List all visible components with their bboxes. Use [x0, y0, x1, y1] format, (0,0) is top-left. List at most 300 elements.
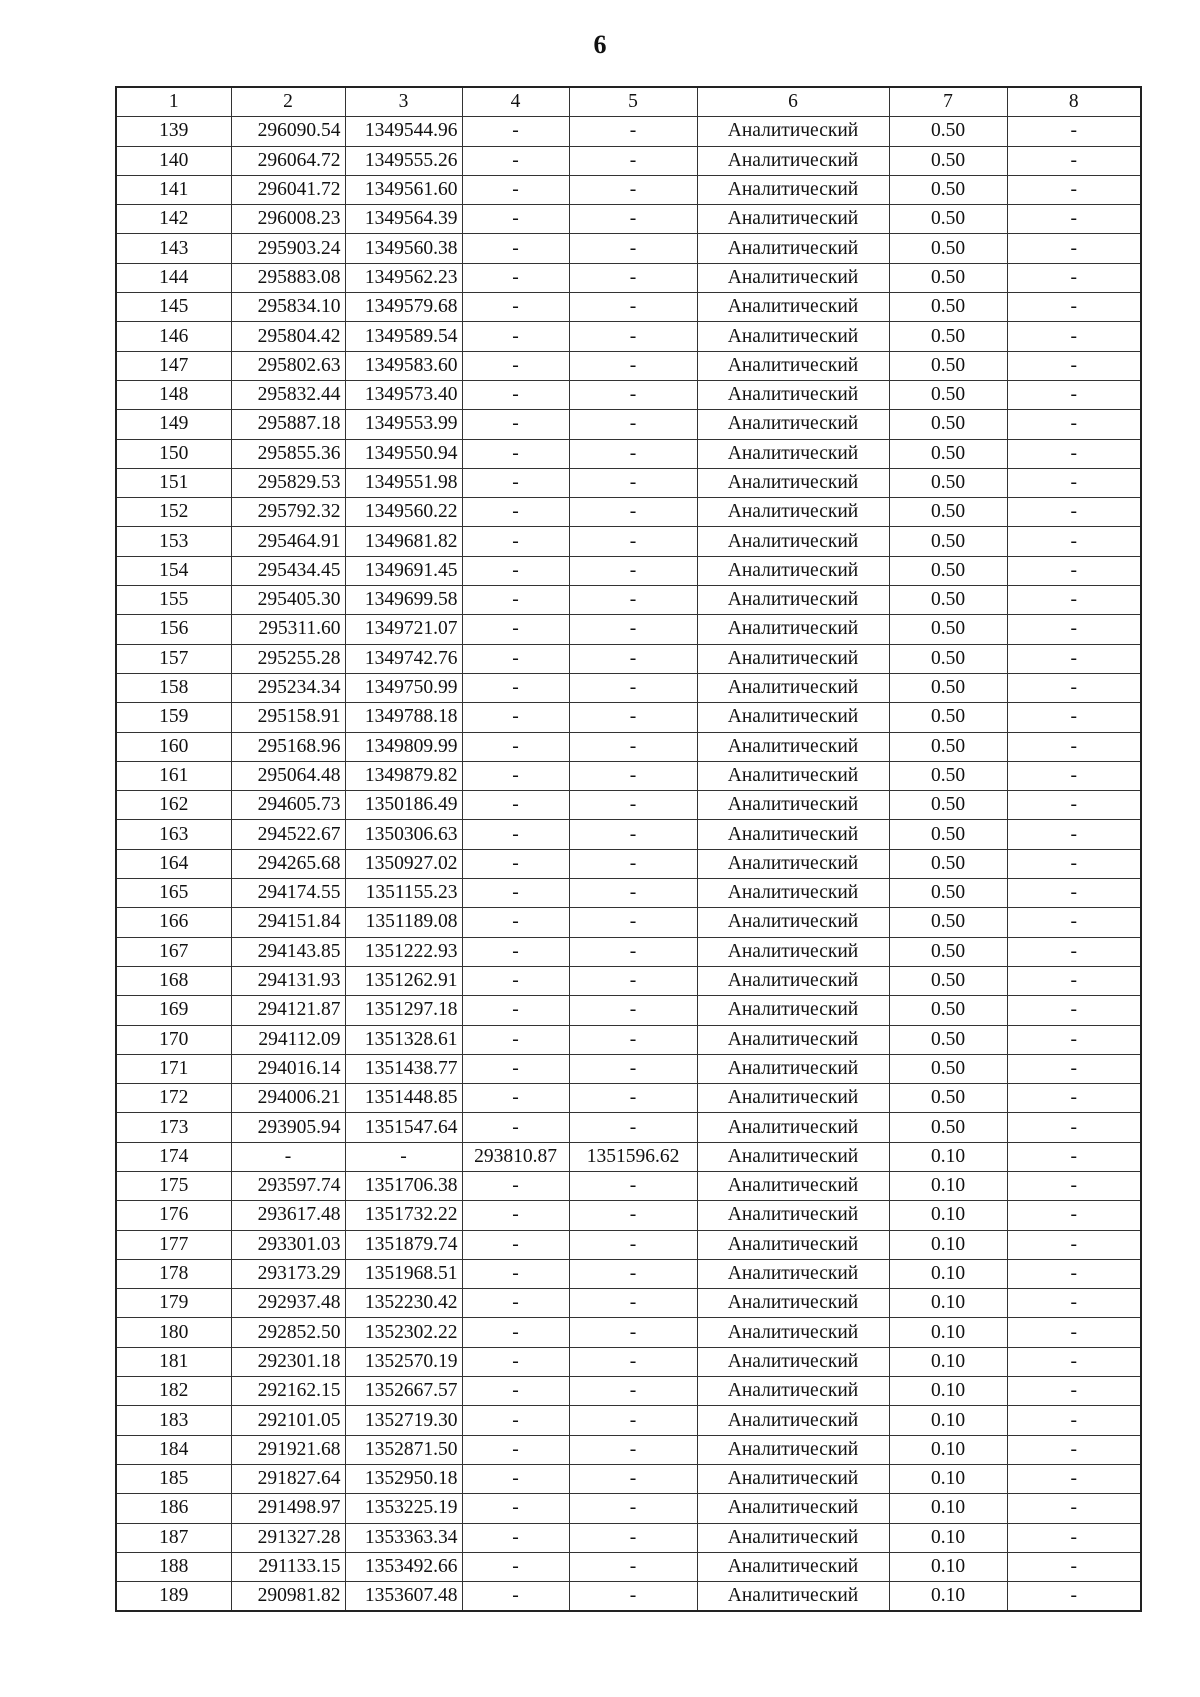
method-cell: Аналитический — [697, 644, 889, 673]
x-coordinate-cell: 294265.68 — [231, 849, 345, 878]
accuracy-cell: 0.10 — [889, 1230, 1007, 1259]
point-number-cell: 163 — [116, 820, 231, 849]
x-coordinate-alt-cell: - — [462, 732, 569, 761]
method-cell: Аналитический — [697, 849, 889, 878]
note-cell: - — [1007, 1318, 1141, 1347]
table-row — [116, 556, 1141, 585]
x-coordinate-alt-cell: - — [462, 937, 569, 966]
y-coordinate-cell: 1352230.42 — [345, 1289, 462, 1318]
method-cell: Аналитический — [697, 1025, 889, 1054]
method-cell: Аналитический — [697, 1552, 889, 1581]
x-coordinate-alt-cell: - — [462, 234, 569, 263]
note-cell: - — [1007, 410, 1141, 439]
x-coordinate-alt-cell: - — [462, 820, 569, 849]
y-coordinate-cell: 1349681.82 — [345, 527, 462, 556]
point-number-cell: 179 — [116, 1289, 231, 1318]
accuracy-cell: 0.50 — [889, 234, 1007, 263]
x-coordinate-alt-cell: - — [462, 1054, 569, 1083]
x-coordinate-alt-cell: - — [462, 615, 569, 644]
table-row — [116, 1435, 1141, 1464]
note-cell: - — [1007, 996, 1141, 1025]
accuracy-cell: 0.10 — [889, 1435, 1007, 1464]
table-row — [116, 234, 1141, 263]
table-row — [116, 615, 1141, 644]
x-coordinate-alt-cell: - — [462, 1347, 569, 1376]
x-coordinate-cell: 295234.34 — [231, 673, 345, 702]
point-number-cell: 156 — [116, 615, 231, 644]
y-coordinate-cell: 1351438.77 — [345, 1054, 462, 1083]
point-number-cell: 174 — [116, 1142, 231, 1171]
method-cell: Аналитический — [697, 117, 889, 146]
y-coordinate-alt-cell: - — [569, 439, 697, 468]
y-coordinate-alt-cell: - — [569, 527, 697, 556]
table-row — [116, 351, 1141, 380]
table-row — [116, 146, 1141, 175]
method-cell: Аналитический — [697, 263, 889, 292]
point-number-cell: 154 — [116, 556, 231, 585]
point-number-cell: 189 — [116, 1582, 231, 1612]
accuracy-cell: 0.10 — [889, 1259, 1007, 1288]
y-coordinate-cell: 1352871.50 — [345, 1435, 462, 1464]
x-coordinate-cell: 292852.50 — [231, 1318, 345, 1347]
y-coordinate-cell: 1349809.99 — [345, 732, 462, 761]
x-coordinate-alt-cell: - — [462, 1377, 569, 1406]
accuracy-cell: 0.50 — [889, 820, 1007, 849]
accuracy-cell: 0.50 — [889, 908, 1007, 937]
method-cell: Аналитический — [697, 1171, 889, 1200]
note-cell: - — [1007, 1171, 1141, 1200]
y-coordinate-cell: 1351297.18 — [345, 996, 462, 1025]
accuracy-cell: 0.50 — [889, 410, 1007, 439]
point-number-cell: 180 — [116, 1318, 231, 1347]
point-number-cell: 178 — [116, 1259, 231, 1288]
accuracy-cell: 0.50 — [889, 351, 1007, 380]
table-row — [116, 820, 1141, 849]
table-row — [116, 849, 1141, 878]
method-cell: Аналитический — [697, 1523, 889, 1552]
table-row — [116, 673, 1141, 702]
x-coordinate-alt-cell: - — [462, 879, 569, 908]
point-number-cell: 175 — [116, 1171, 231, 1200]
x-coordinate-cell: 295255.28 — [231, 644, 345, 673]
x-coordinate-alt-cell: - — [462, 410, 569, 439]
y-coordinate-alt-cell: - — [569, 820, 697, 849]
x-coordinate-cell: 293301.03 — [231, 1230, 345, 1259]
method-cell: Аналитический — [697, 1201, 889, 1230]
y-coordinate-alt-cell: - — [569, 1054, 697, 1083]
table-row — [116, 1377, 1141, 1406]
coordinates-table-container — [115, 86, 1140, 1612]
accuracy-cell: 0.50 — [889, 556, 1007, 585]
method-cell: Аналитический — [697, 996, 889, 1025]
table-row — [116, 439, 1141, 468]
table-row — [116, 908, 1141, 937]
y-coordinate-alt-cell: - — [569, 234, 697, 263]
note-cell: - — [1007, 351, 1141, 380]
table-row — [116, 1113, 1141, 1142]
method-cell: Аналитический — [697, 498, 889, 527]
x-coordinate-cell: 292937.48 — [231, 1289, 345, 1318]
accuracy-cell: 0.50 — [889, 996, 1007, 1025]
table-row — [116, 703, 1141, 732]
column-header: 7 — [889, 87, 1007, 117]
y-coordinate-cell: 1349788.18 — [345, 703, 462, 732]
y-coordinate-alt-cell: 1351596.62 — [569, 1142, 697, 1171]
x-coordinate-cell: 295802.63 — [231, 351, 345, 380]
x-coordinate-alt-cell: - — [462, 1318, 569, 1347]
table-row — [116, 322, 1141, 351]
y-coordinate-alt-cell: - — [569, 1582, 697, 1612]
point-number-cell: 159 — [116, 703, 231, 732]
y-coordinate-cell: 1349562.23 — [345, 263, 462, 292]
x-coordinate-alt-cell: - — [462, 966, 569, 995]
accuracy-cell: 0.10 — [889, 1289, 1007, 1318]
y-coordinate-cell: 1349560.38 — [345, 234, 462, 263]
y-coordinate-alt-cell: - — [569, 556, 697, 585]
x-coordinate-cell: 295832.44 — [231, 380, 345, 409]
table-row — [116, 468, 1141, 497]
point-number-cell: 141 — [116, 175, 231, 204]
note-cell: - — [1007, 1582, 1141, 1612]
method-cell: Аналитический — [697, 879, 889, 908]
y-coordinate-alt-cell: - — [569, 410, 697, 439]
note-cell: - — [1007, 1230, 1141, 1259]
y-coordinate-cell: 1352719.30 — [345, 1406, 462, 1435]
x-coordinate-cell: 292162.15 — [231, 1377, 345, 1406]
column-header: 2 — [231, 87, 345, 117]
y-coordinate-alt-cell: - — [569, 1201, 697, 1230]
table-row — [116, 263, 1141, 292]
y-coordinate-alt-cell: - — [569, 380, 697, 409]
y-coordinate-alt-cell: - — [569, 1435, 697, 1464]
y-coordinate-alt-cell: - — [569, 879, 697, 908]
y-coordinate-alt-cell: - — [569, 468, 697, 497]
x-coordinate-cell: 294112.09 — [231, 1025, 345, 1054]
x-coordinate-cell: 293173.29 — [231, 1259, 345, 1288]
table-row — [116, 117, 1141, 146]
x-coordinate-alt-cell: - — [462, 1494, 569, 1523]
point-number-cell: 173 — [116, 1113, 231, 1142]
accuracy-cell: 0.50 — [889, 175, 1007, 204]
method-cell: Аналитический — [697, 175, 889, 204]
y-coordinate-alt-cell: - — [569, 1552, 697, 1581]
point-number-cell: 171 — [116, 1054, 231, 1083]
x-coordinate-cell: 294016.14 — [231, 1054, 345, 1083]
y-coordinate-cell: 1349879.82 — [345, 761, 462, 790]
method-cell: Аналитический — [697, 673, 889, 702]
table-row — [116, 1582, 1141, 1612]
y-coordinate-alt-cell: - — [569, 1377, 697, 1406]
note-cell: - — [1007, 1289, 1141, 1318]
accuracy-cell: 0.50 — [889, 615, 1007, 644]
y-coordinate-cell: 1349573.40 — [345, 380, 462, 409]
x-coordinate-alt-cell: - — [462, 322, 569, 351]
y-coordinate-cell: 1352950.18 — [345, 1464, 462, 1493]
method-cell: Аналитический — [697, 293, 889, 322]
y-coordinate-cell: 1349555.26 — [345, 146, 462, 175]
point-number-cell: 168 — [116, 966, 231, 995]
method-cell: Аналитический — [697, 205, 889, 234]
method-cell: Аналитический — [697, 1084, 889, 1113]
y-coordinate-alt-cell: - — [569, 644, 697, 673]
table-row — [116, 205, 1141, 234]
y-coordinate-cell: 1351547.64 — [345, 1113, 462, 1142]
table-row — [116, 410, 1141, 439]
y-coordinate-cell: 1349699.58 — [345, 586, 462, 615]
y-coordinate-cell: 1349560.22 — [345, 498, 462, 527]
y-coordinate-cell: 1349564.39 — [345, 205, 462, 234]
y-coordinate-alt-cell: - — [569, 351, 697, 380]
y-coordinate-alt-cell: - — [569, 1025, 697, 1054]
page-number: 6 — [593, 30, 607, 59]
note-cell: - — [1007, 644, 1141, 673]
y-coordinate-cell: 1352302.22 — [345, 1318, 462, 1347]
y-coordinate-alt-cell: - — [569, 1171, 697, 1200]
table-row — [116, 175, 1141, 204]
x-coordinate-cell: 293905.94 — [231, 1113, 345, 1142]
y-coordinate-alt-cell: - — [569, 1084, 697, 1113]
accuracy-cell: 0.50 — [889, 703, 1007, 732]
y-coordinate-cell: 1349750.99 — [345, 673, 462, 702]
y-coordinate-cell: 1351879.74 — [345, 1230, 462, 1259]
y-coordinate-alt-cell: - — [569, 117, 697, 146]
y-coordinate-alt-cell: - — [569, 1347, 697, 1376]
note-cell: - — [1007, 908, 1141, 937]
y-coordinate-alt-cell: - — [569, 205, 697, 234]
table-row — [116, 1230, 1141, 1259]
y-coordinate-alt-cell: - — [569, 791, 697, 820]
y-coordinate-cell: 1349579.68 — [345, 293, 462, 322]
note-cell: - — [1007, 146, 1141, 175]
point-number-cell: 142 — [116, 205, 231, 234]
accuracy-cell: 0.10 — [889, 1582, 1007, 1612]
x-coordinate-alt-cell: - — [462, 908, 569, 937]
table-header-row — [116, 87, 1141, 117]
x-coordinate-cell: 295855.36 — [231, 439, 345, 468]
y-coordinate-alt-cell: - — [569, 1259, 697, 1288]
point-number-cell: 170 — [116, 1025, 231, 1054]
column-header: 8 — [1007, 87, 1141, 117]
x-coordinate-alt-cell: - — [462, 468, 569, 497]
point-number-cell: 188 — [116, 1552, 231, 1581]
point-number-cell: 167 — [116, 937, 231, 966]
note-cell: - — [1007, 673, 1141, 702]
table-row — [116, 1464, 1141, 1493]
x-coordinate-cell: 290981.82 — [231, 1582, 345, 1612]
method-cell: Аналитический — [697, 468, 889, 497]
accuracy-cell: 0.50 — [889, 146, 1007, 175]
x-coordinate-cell: - — [231, 1142, 345, 1171]
method-cell: Аналитический — [697, 527, 889, 556]
y-coordinate-cell: 1351262.91 — [345, 966, 462, 995]
accuracy-cell: 0.50 — [889, 1084, 1007, 1113]
table-row — [116, 937, 1141, 966]
note-cell: - — [1007, 1259, 1141, 1288]
x-coordinate-cell: 295168.96 — [231, 732, 345, 761]
method-cell: Аналитический — [697, 439, 889, 468]
method-cell: Аналитический — [697, 1494, 889, 1523]
accuracy-cell: 0.10 — [889, 1377, 1007, 1406]
accuracy-cell: 0.50 — [889, 1025, 1007, 1054]
x-coordinate-alt-cell: - — [462, 1171, 569, 1200]
x-coordinate-alt-cell: - — [462, 175, 569, 204]
table-row — [116, 1259, 1141, 1288]
point-number-cell: 166 — [116, 908, 231, 937]
point-number-cell: 155 — [116, 586, 231, 615]
table-row — [116, 966, 1141, 995]
accuracy-cell: 0.10 — [889, 1406, 1007, 1435]
accuracy-cell: 0.10 — [889, 1494, 1007, 1523]
point-number-cell: 139 — [116, 117, 231, 146]
x-coordinate-alt-cell: - — [462, 263, 569, 292]
y-coordinate-cell: 1349583.60 — [345, 351, 462, 380]
method-cell: Аналитический — [697, 1142, 889, 1171]
y-coordinate-cell: 1352667.57 — [345, 1377, 462, 1406]
x-coordinate-alt-cell: - — [462, 293, 569, 322]
method-cell: Аналитический — [697, 410, 889, 439]
y-coordinate-alt-cell: - — [569, 1523, 697, 1552]
x-coordinate-alt-cell: - — [462, 996, 569, 1025]
note-cell: - — [1007, 1377, 1141, 1406]
x-coordinate-alt-cell: - — [462, 527, 569, 556]
y-coordinate-cell: 1350306.63 — [345, 820, 462, 849]
y-coordinate-alt-cell: - — [569, 175, 697, 204]
table-row — [116, 1054, 1141, 1083]
x-coordinate-alt-cell: - — [462, 1582, 569, 1612]
y-coordinate-alt-cell: - — [569, 732, 697, 761]
point-number-cell: 172 — [116, 1084, 231, 1113]
accuracy-cell: 0.10 — [889, 1347, 1007, 1376]
method-cell: Аналитический — [697, 1582, 889, 1612]
point-number-cell: 183 — [116, 1406, 231, 1435]
accuracy-cell: 0.10 — [889, 1523, 1007, 1552]
x-coordinate-alt-cell: - — [462, 1289, 569, 1318]
table-row — [116, 1523, 1141, 1552]
point-number-cell: 162 — [116, 791, 231, 820]
point-number-cell: 151 — [116, 468, 231, 497]
y-coordinate-alt-cell: - — [569, 761, 697, 790]
x-coordinate-alt-cell: - — [462, 1084, 569, 1113]
x-coordinate-alt-cell: - — [462, 117, 569, 146]
method-cell: Аналитический — [697, 820, 889, 849]
x-coordinate-alt-cell: - — [462, 1435, 569, 1464]
x-coordinate-cell: 291327.28 — [231, 1523, 345, 1552]
y-coordinate-cell: 1351706.38 — [345, 1171, 462, 1200]
x-coordinate-cell: 291133.15 — [231, 1552, 345, 1581]
note-cell: - — [1007, 937, 1141, 966]
table-row — [116, 644, 1141, 673]
x-coordinate-cell: 295311.60 — [231, 615, 345, 644]
accuracy-cell: 0.50 — [889, 380, 1007, 409]
point-number-cell: 164 — [116, 849, 231, 878]
note-cell: - — [1007, 761, 1141, 790]
table-row — [116, 586, 1141, 615]
method-cell: Аналитический — [697, 351, 889, 380]
y-coordinate-cell: 1350927.02 — [345, 849, 462, 878]
accuracy-cell: 0.10 — [889, 1201, 1007, 1230]
y-coordinate-alt-cell: - — [569, 937, 697, 966]
method-cell: Аналитический — [697, 1406, 889, 1435]
x-coordinate-cell: 296041.72 — [231, 175, 345, 204]
x-coordinate-cell: 295792.32 — [231, 498, 345, 527]
method-cell: Аналитический — [697, 1347, 889, 1376]
point-number-cell: 149 — [116, 410, 231, 439]
note-cell: - — [1007, 1464, 1141, 1493]
x-coordinate-cell: 294522.67 — [231, 820, 345, 849]
x-coordinate-alt-cell: - — [462, 1552, 569, 1581]
accuracy-cell: 0.50 — [889, 439, 1007, 468]
note-cell: - — [1007, 849, 1141, 878]
x-coordinate-cell: 295434.45 — [231, 556, 345, 585]
x-coordinate-cell: 294151.84 — [231, 908, 345, 937]
table-row — [116, 1201, 1141, 1230]
method-cell: Аналитический — [697, 1464, 889, 1493]
table-row — [116, 879, 1141, 908]
y-coordinate-alt-cell: - — [569, 322, 697, 351]
accuracy-cell: 0.50 — [889, 1113, 1007, 1142]
point-number-cell: 157 — [116, 644, 231, 673]
method-cell: Аналитический — [697, 732, 889, 761]
note-cell: - — [1007, 1142, 1141, 1171]
point-number-cell: 160 — [116, 732, 231, 761]
y-coordinate-cell: 1350186.49 — [345, 791, 462, 820]
y-coordinate-alt-cell: - — [569, 146, 697, 175]
accuracy-cell: 0.10 — [889, 1171, 1007, 1200]
x-coordinate-alt-cell: - — [462, 1523, 569, 1552]
accuracy-cell: 0.50 — [889, 732, 1007, 761]
method-cell: Аналитический — [697, 146, 889, 175]
y-coordinate-alt-cell: - — [569, 1230, 697, 1259]
accuracy-cell: 0.10 — [889, 1464, 1007, 1493]
table-row — [116, 293, 1141, 322]
x-coordinate-alt-cell: - — [462, 351, 569, 380]
accuracy-cell: 0.50 — [889, 1054, 1007, 1083]
table-body — [116, 117, 1141, 1612]
y-coordinate-alt-cell: - — [569, 1318, 697, 1347]
point-number-cell: 181 — [116, 1347, 231, 1376]
table-row — [116, 1552, 1141, 1581]
accuracy-cell: 0.50 — [889, 586, 1007, 615]
y-coordinate-alt-cell: - — [569, 1406, 697, 1435]
point-number-cell: 140 — [116, 146, 231, 175]
accuracy-cell: 0.50 — [889, 117, 1007, 146]
x-coordinate-cell: 295804.42 — [231, 322, 345, 351]
x-coordinate-alt-cell: - — [462, 1464, 569, 1493]
y-coordinate-cell: - — [345, 1142, 462, 1171]
y-coordinate-alt-cell: - — [569, 293, 697, 322]
y-coordinate-alt-cell: - — [569, 1113, 697, 1142]
note-cell: - — [1007, 439, 1141, 468]
accuracy-cell: 0.50 — [889, 644, 1007, 673]
table-row — [116, 1142, 1141, 1171]
table-row — [116, 1347, 1141, 1376]
accuracy-cell: 0.50 — [889, 879, 1007, 908]
x-coordinate-cell: 291498.97 — [231, 1494, 345, 1523]
note-cell: - — [1007, 615, 1141, 644]
y-coordinate-alt-cell: - — [569, 615, 697, 644]
method-cell: Аналитический — [697, 1259, 889, 1288]
accuracy-cell: 0.50 — [889, 498, 1007, 527]
x-coordinate-cell: 295903.24 — [231, 234, 345, 263]
point-number-cell: 153 — [116, 527, 231, 556]
table-row — [116, 1406, 1141, 1435]
y-coordinate-cell: 1349561.60 — [345, 175, 462, 204]
y-coordinate-cell: 1353225.19 — [345, 1494, 462, 1523]
x-coordinate-cell: 294605.73 — [231, 791, 345, 820]
accuracy-cell: 0.10 — [889, 1142, 1007, 1171]
point-number-cell: 150 — [116, 439, 231, 468]
point-number-cell: 161 — [116, 761, 231, 790]
